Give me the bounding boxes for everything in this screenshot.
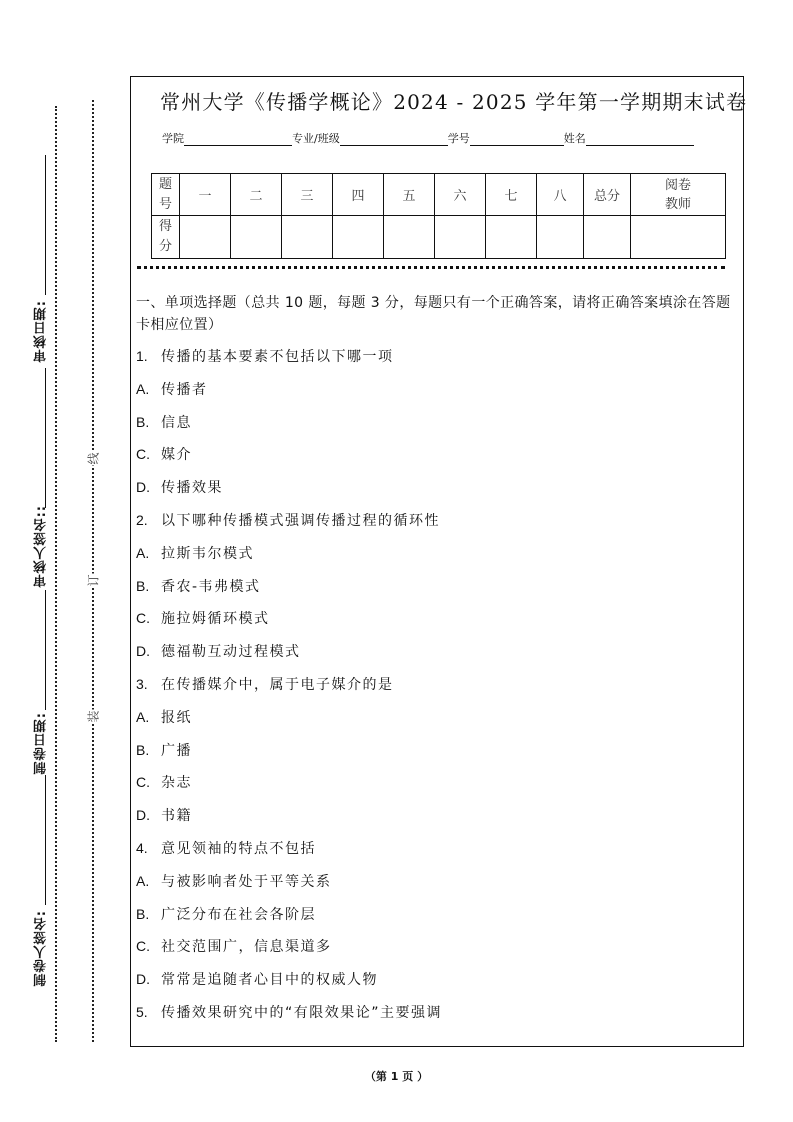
option-text: 广泛分布在社会各阶层: [161, 906, 316, 923]
score-row-header: [152, 216, 180, 259]
score-cell-grader[interactable]: [631, 216, 726, 259]
maker-sign-blank: [45, 775, 46, 905]
reviewer-sign-label: 审核人签名::: [34, 505, 49, 588]
option-text: 报纸: [161, 709, 192, 726]
score-cell-6[interactable]: [435, 216, 486, 259]
option-text: 香农-韦弗模式: [161, 578, 261, 595]
name-label: 姓名: [563, 132, 586, 145]
option-mark: D.: [136, 479, 150, 496]
option-mark: C.: [136, 610, 150, 627]
col-header-2: 二: [231, 174, 282, 216]
option-text: 杂志: [161, 775, 192, 792]
option-text: 传播效果: [161, 480, 223, 497]
col-header-6: 六: [435, 174, 486, 216]
question-text: 以下哪种传播模式强调传播过程的循环性: [161, 512, 440, 529]
review-date-blank: [45, 155, 46, 295]
option-text: 常常是追随者心目中的权威人物: [161, 972, 378, 989]
option-text: 书籍: [161, 808, 192, 825]
col-header-4: 四: [333, 174, 384, 216]
major-class-field[interactable]: [340, 132, 448, 146]
col-header-7: 七: [486, 174, 537, 216]
section-heading: 一、单项选择题（总共 10 题，每题 3 分，每题只有一个正确答案，请将正确答案填涂在答题卡相应位置）: [136, 295, 731, 333]
option-mark: A.: [136, 708, 150, 725]
question-text: 传播效果研究中的“有限效果论”主要强调: [161, 1004, 443, 1021]
score-row-header-top: 得: [158, 219, 172, 234]
question-2: [136, 509, 740, 542]
score-table-header-row: [152, 174, 726, 216]
col-header-3: 三: [282, 174, 333, 216]
option-mark: B.: [136, 905, 150, 922]
option-mark: A.: [136, 380, 150, 397]
student-id-field[interactable]: [470, 132, 564, 146]
option-4d[interactable]: [136, 968, 740, 1001]
section-divider: [137, 266, 725, 269]
page-number: （第 1 页 ）: [364, 1070, 429, 1083]
question-number: 1.: [136, 348, 148, 364]
option-3b[interactable]: [136, 739, 740, 772]
option-text: 媒介: [161, 447, 192, 464]
option-mark: A.: [136, 872, 150, 889]
review-date-label: 审核日期:: [34, 300, 49, 363]
option-4c[interactable]: [136, 935, 740, 968]
option-text: 与被影响者处于平等关系: [161, 873, 332, 890]
option-mark: B.: [136, 413, 150, 430]
score-cell-3[interactable]: [282, 216, 333, 259]
option-1a[interactable]: [136, 378, 740, 411]
make-date-label: 制卷日期:: [34, 712, 49, 775]
option-4b[interactable]: [136, 903, 740, 936]
college-label: 学院: [162, 132, 184, 145]
student-id-label: 学号: [447, 132, 470, 145]
question-number-header-bottom: 号: [158, 196, 172, 212]
score-cell-8[interactable]: [537, 216, 584, 259]
binding-dotted-line-inner: [92, 100, 94, 1042]
score-cell-2[interactable]: [231, 216, 282, 259]
score-table-score-row: [152, 216, 726, 259]
option-3d[interactable]: [136, 804, 740, 837]
option-text: 广播: [161, 742, 192, 759]
reviewer-sign-blank: [45, 368, 46, 508]
score-cell-1[interactable]: [180, 216, 231, 259]
option-mark: C.: [136, 774, 150, 791]
option-2c[interactable]: [136, 607, 740, 640]
option-mark: B.: [136, 741, 150, 758]
score-cell-total[interactable]: [584, 216, 631, 259]
option-2b[interactable]: [136, 575, 740, 608]
option-1c[interactable]: [136, 443, 740, 476]
option-mark: C.: [136, 938, 150, 955]
col-header-5: 五: [384, 174, 435, 216]
question-3: [136, 673, 740, 706]
question-number: 4.: [136, 839, 148, 856]
col-header-8: 八: [537, 174, 584, 216]
option-mark: D.: [136, 643, 150, 660]
question-number: 3.: [136, 675, 148, 692]
option-3c[interactable]: [136, 771, 740, 804]
option-mark: D.: [136, 971, 150, 988]
option-mark: C.: [136, 446, 150, 463]
question-number-header: [152, 174, 180, 216]
option-2d[interactable]: [136, 640, 740, 673]
grader-header-bottom: 教师: [664, 196, 691, 212]
option-mark: A.: [136, 544, 150, 561]
binding-char-bind: 装: [86, 710, 101, 723]
grader-header: [631, 174, 726, 216]
option-3a[interactable]: [136, 706, 740, 739]
total-score-header: 总分: [584, 174, 631, 216]
option-4a[interactable]: [136, 870, 740, 903]
question-text: 传播的基本要素不包括以下哪一项: [161, 349, 394, 365]
question-number: 5.: [136, 1003, 148, 1020]
binding-dotted-line-outer: [55, 106, 57, 1042]
score-row-header-bottom: 分: [158, 239, 172, 254]
option-text: 德福勒互动过程模式: [161, 644, 301, 661]
option-text: 社交范围广，信息渠道多: [161, 939, 332, 956]
option-text: 信息: [161, 414, 192, 431]
question-4: [136, 837, 740, 870]
name-field[interactable]: [586, 132, 694, 146]
option-2a[interactable]: [136, 542, 740, 575]
option-text: 拉斯韦尔模式: [161, 545, 254, 562]
question-number-header-top: 题: [158, 176, 172, 192]
question-text: 意见领袖的特点不包括: [161, 840, 316, 857]
college-field[interactable]: [184, 132, 292, 146]
grader-header-top: 阅卷: [664, 177, 691, 193]
option-text: 传播者: [161, 381, 208, 398]
binding-char-staple: 订: [86, 574, 101, 587]
option-mark: D.: [136, 807, 150, 824]
option-1b[interactable]: [136, 411, 740, 444]
question-1: [136, 345, 740, 378]
score-cell-7[interactable]: [486, 216, 537, 259]
questions-area: [136, 292, 740, 1034]
score-cell-4[interactable]: [333, 216, 384, 259]
student-info-row: [162, 130, 694, 146]
question-5: [136, 1001, 740, 1034]
col-header-1: 一: [180, 174, 231, 216]
question-number: 2.: [136, 511, 148, 528]
option-text: 施拉姆循环模式: [161, 611, 270, 628]
binding-char-line: 线: [86, 452, 101, 465]
score-cell-5[interactable]: [384, 216, 435, 259]
option-1d[interactable]: [136, 476, 740, 509]
exam-title: 常州大学《传播学概论》2024 - 2025 学年第一学期期末试卷: [160, 90, 748, 114]
major-class-label: 专业/班级: [292, 132, 340, 145]
score-table: [151, 173, 726, 259]
option-mark: B.: [136, 577, 150, 594]
maker-sign-label: 制卷人签名:: [34, 910, 49, 987]
make-date-blank: [45, 590, 46, 710]
question-text: 在传播媒介中，属于电子媒介的是: [161, 676, 394, 693]
